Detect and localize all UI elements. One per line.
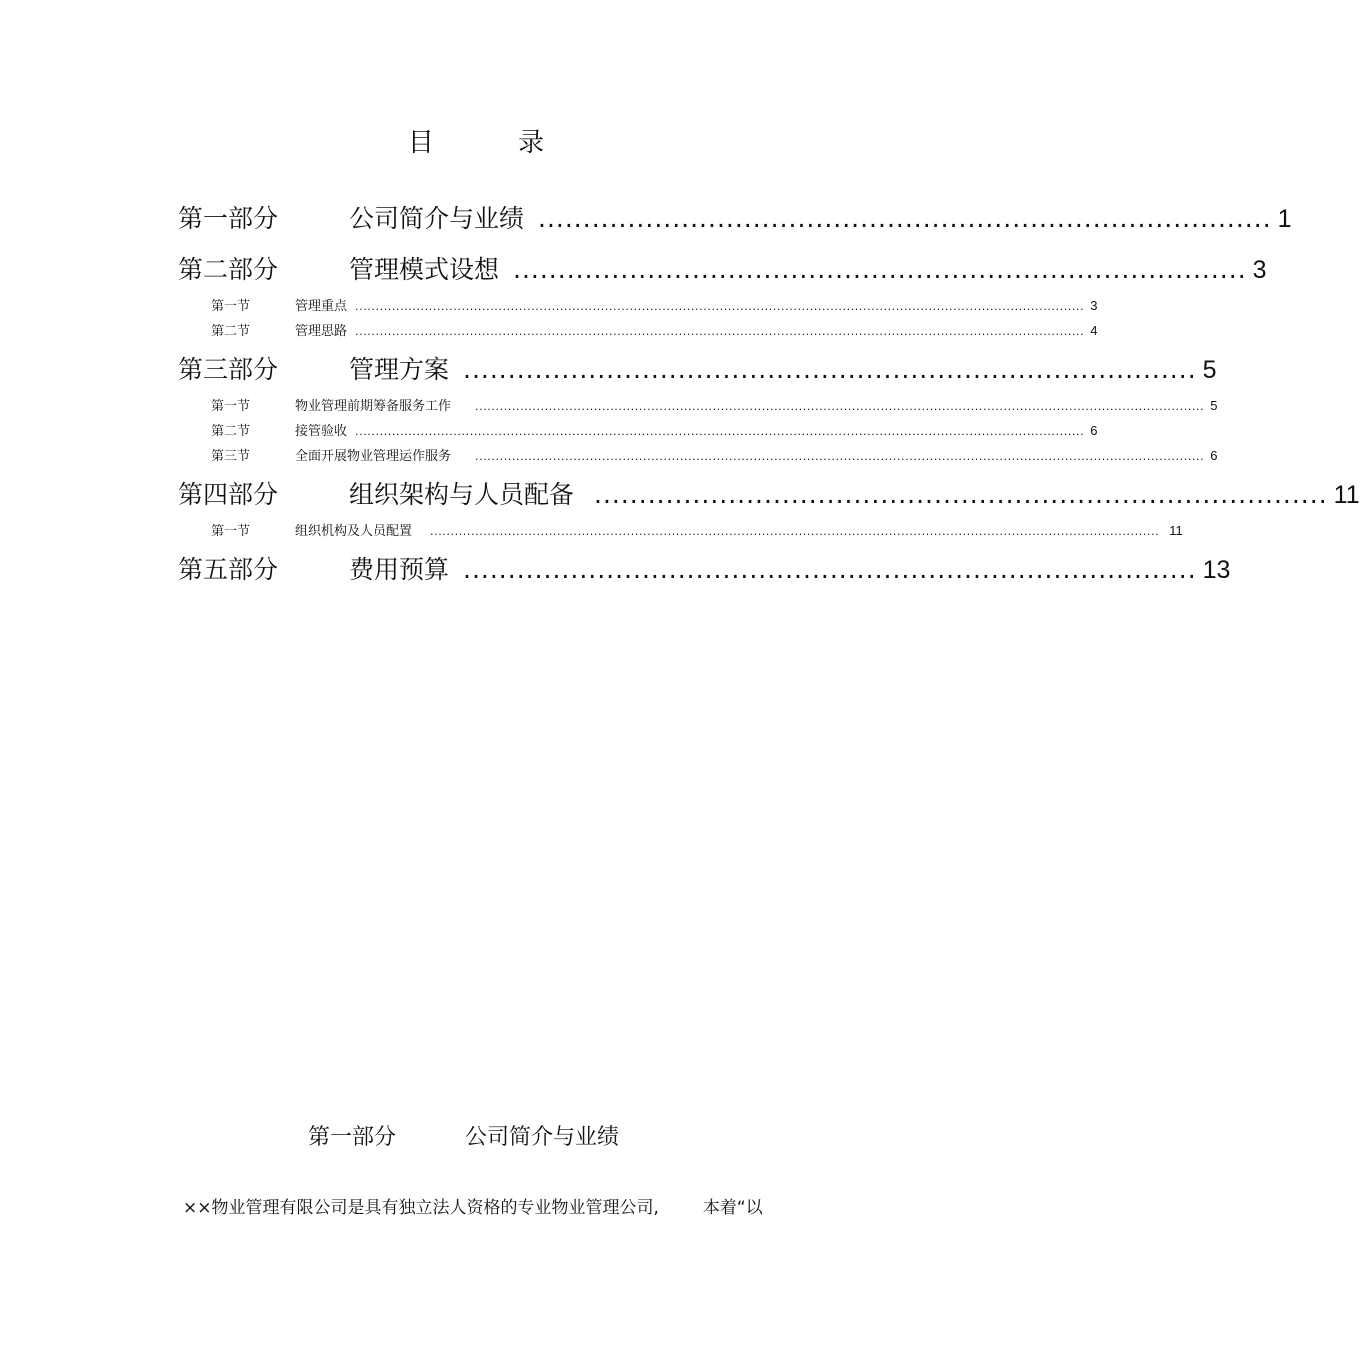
toc-page-number: 5 — [1202, 356, 1217, 384]
toc-page-number: 6 — [1210, 448, 1218, 463]
toc-part-number: 第二部分 — [178, 255, 279, 284]
toc-leader-dots: .................................................................................. — [463, 355, 1197, 384]
toc-page-number: 3 — [1252, 256, 1267, 284]
body-paragraph-line — [183, 1193, 813, 1218]
toc-section-title: 接管验收 — [295, 424, 348, 439]
toc-part-number: 第五部分 — [178, 555, 279, 584]
toc-page-number: 3 — [1090, 298, 1098, 313]
toc-section-number: 第二节 — [211, 324, 251, 339]
toc-section-number: 第二节 — [211, 424, 251, 439]
toc-entry-part-1[interactable] — [178, 199, 1292, 233]
toc-entry-part-3[interactable] — [178, 350, 1217, 384]
toc-part-title: 公司简介与业绩 — [349, 204, 525, 233]
toc-section-number: 第三节 — [211, 449, 251, 464]
toc-leader-dots: .................................................................................................................................................................................. — [430, 525, 1160, 538]
toc-leader-dots: .................................................................................................................................................................................. — [355, 425, 1085, 438]
toc-entry-section-3-1[interactable] — [211, 395, 1218, 414]
toc-leader-dots: .................................................................................................................................................................................. — [355, 300, 1085, 313]
toc-page-number: 11 — [1333, 481, 1360, 509]
toc-section-title: 组织机构及人员配置 — [295, 524, 413, 539]
toc-section-number: 第一节 — [211, 399, 251, 414]
toc-entry-section-3-2[interactable] — [211, 420, 1098, 439]
toc-part-number: 第三部分 — [178, 355, 279, 384]
toc-leader-dots: .................................................................................................................................................................................. — [475, 450, 1205, 463]
toc-page-number: 11 — [1169, 523, 1183, 538]
toc-entry-part-2[interactable] — [178, 250, 1267, 284]
toc-part-title: 费用预算 — [349, 555, 450, 584]
toc-section-number: 第一节 — [211, 299, 251, 314]
body-text-start: ××物业管理有限公司是具有独立法人资格的专业物业管理公司, — [183, 1198, 659, 1218]
body-text-continuation: 本着“以 — [702, 1198, 763, 1218]
toc-entry-section-2-1[interactable] — [211, 295, 1098, 314]
toc-leader-dots: .................................................................................................................................................................................. — [355, 325, 1085, 338]
toc-leader-dots: .................................................................................................................................................................................. — [475, 400, 1205, 413]
toc-page-number: 5 — [1210, 398, 1218, 413]
toc-page-number: 6 — [1090, 423, 1098, 438]
toc-leader-dots: .................................................................................. — [513, 255, 1247, 284]
toc-entry-section-2-2[interactable] — [211, 320, 1098, 339]
toc-entry-part-5[interactable] — [178, 550, 1231, 584]
toc-section-title: 管理重点 — [295, 299, 348, 314]
toc-section-title: 管理思路 — [295, 324, 348, 339]
toc-section-title: 全面开展物业管理运作服务 — [295, 449, 452, 464]
section-heading-title: 公司简介与业绩 — [465, 1125, 620, 1150]
toc-page-number: 4 — [1090, 323, 1098, 338]
toc-part-number: 第一部分 — [178, 204, 279, 233]
toc-part-number: 第四部分 — [178, 480, 279, 509]
section-heading — [308, 1120, 619, 1151]
toc-page-number: 1 — [1277, 205, 1292, 233]
toc-title: 目 录 — [407, 128, 583, 158]
toc-entry-section-4-1[interactable] — [211, 520, 1183, 539]
toc-part-title: 组织架构与人员配备 — [349, 480, 575, 509]
toc-entry-part-4[interactable] — [178, 475, 1360, 509]
toc-entry-section-3-3[interactable] — [211, 445, 1218, 464]
toc-section-title: 物业管理前期筹备服务工作 — [295, 399, 452, 414]
section-heading-number: 第一部分 — [308, 1125, 397, 1150]
toc-leader-dots: .................................................................................. — [463, 555, 1197, 584]
toc-section-number: 第一节 — [211, 524, 251, 539]
toc-leader-dots: .................................................................................. — [594, 480, 1328, 509]
toc-leader-dots: .................................................................................. — [538, 204, 1272, 233]
toc-page-number: 13 — [1202, 556, 1231, 584]
toc-part-title: 管理方案 — [349, 355, 450, 384]
toc-part-title: 管理模式设想 — [349, 255, 500, 284]
